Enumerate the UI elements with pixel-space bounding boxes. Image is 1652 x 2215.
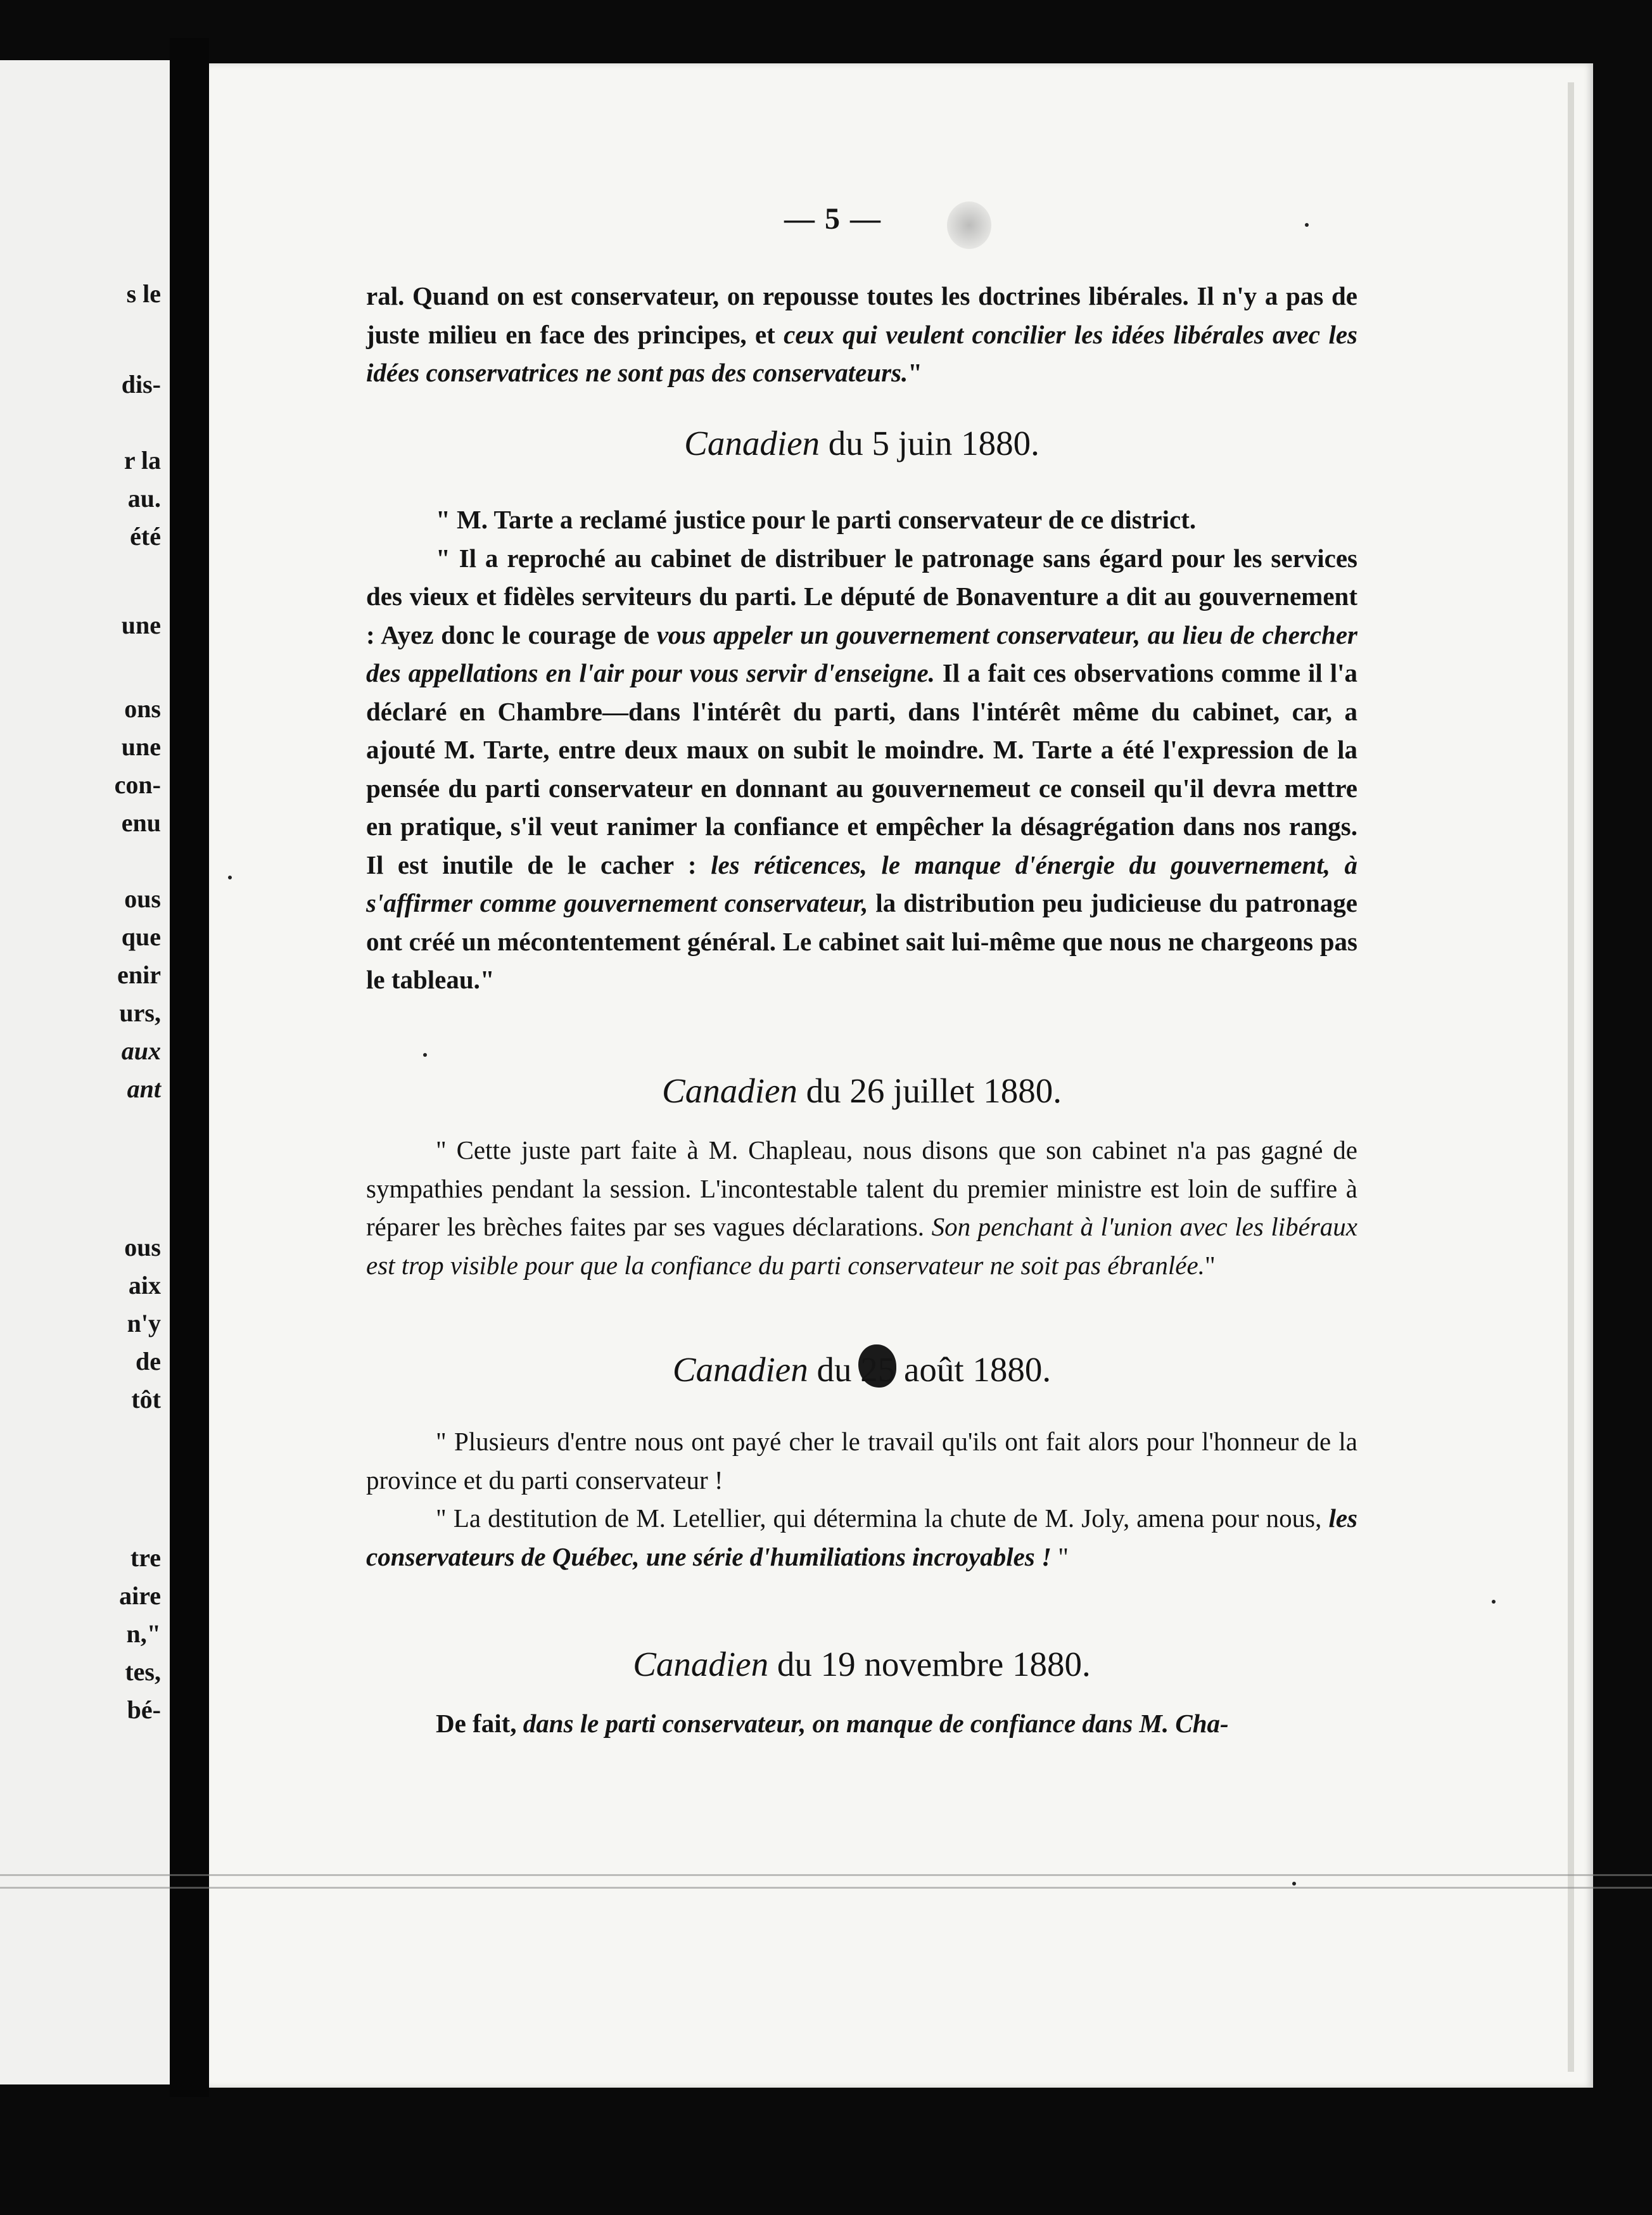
margin-fragment: tes,	[125, 1657, 161, 1686]
smudge-mark	[947, 201, 991, 249]
scan-rule-line	[0, 1887, 1652, 1889]
section-body	[366, 1422, 1357, 1576]
heading-date: du 26 juillet 1880.	[797, 1071, 1062, 1110]
opening-italic: ceux qui veulent concilier les idées libérales avec les idées conservatrices ne sont pas des conservateurs.	[366, 319, 1357, 387]
margin-fragment: ons	[124, 694, 161, 723]
margin-fragment: n,"	[126, 1619, 161, 1648]
paragraph	[366, 1499, 1357, 1576]
speck	[228, 876, 232, 879]
paragraph-text: "	[1204, 1250, 1216, 1280]
paragraph-text: Il a fait ces observations comme il l'a déclaré en Chambre—dans l'intérêt du parti, dans l'intérêt même du cabinet, car, a ajouté M. Tarte, entre deux maux on subit le moindre. M. Tarte a été l'expression de la pensée du parti conservateur en donnant au gouvernemeut ce conseil qu'il devra mettre en pratique, s'il veut ranimer la confiance et empêcher la désagrégation dans nos rangs. Il est inutile de le cacher :	[366, 658, 1357, 879]
margin-fragment: aix	[128, 1271, 161, 1299]
margin-fragment: de	[136, 1347, 161, 1376]
margin-fragment: enir	[117, 961, 161, 989]
paragraph-italic: Son penchant à l'union avec les libéraux est trop visible pour que la confiance du parti conservateur ne soit pas ébranlée.	[366, 1212, 1357, 1280]
paragraph	[366, 539, 1357, 999]
paragraph-italic: les réticences, le manque d'énergie du gouvernement, à s'affirmer comme gouvernement conservateur,	[366, 850, 1357, 917]
margin-fragment: tôt	[131, 1385, 161, 1414]
speck	[1292, 1882, 1296, 1886]
margin-fragment: con-	[114, 770, 161, 799]
margin-fragment: r la	[124, 446, 161, 475]
heading-newspaper: Canadien	[633, 1645, 769, 1683]
opening-close: "	[908, 358, 923, 387]
paragraph	[366, 1422, 1357, 1499]
margin-fragment: ous	[124, 1233, 161, 1261]
heading-date: du 19 novembre 1880.	[768, 1645, 1091, 1683]
section-heading	[366, 423, 1357, 463]
speck	[1492, 1600, 1496, 1604]
margin-fragment: au.	[127, 484, 161, 513]
opening-paragraph	[366, 277, 1357, 392]
speck	[423, 1053, 427, 1057]
paragraph-text: la distribution peu judicieuse du patronage ont créé un mécontentement général. Le cabinet sait lui-même que nous ne chargeons pas le tableau."	[366, 888, 1357, 994]
book-gutter	[170, 38, 209, 2097]
heading-date: du 25 août 1880.	[808, 1350, 1052, 1389]
heading-newspaper: Canadien	[684, 424, 820, 463]
paragraph-text: De fait,	[436, 1709, 523, 1738]
margin-fragment: une	[121, 732, 161, 761]
paragraph-text: " Cette juste part faite à M. Chapleau, nous disons que son cabinet n'a pas gagné de sympathies pendant la session. L'incontestable talent du premier ministre est loin de suffire à réparer les brèches faites par ses vagues déclarations.	[366, 1135, 1357, 1241]
paragraph-italic: dans le parti conservateur, on manque de confiance dans M. Cha-	[523, 1709, 1229, 1738]
page-edge	[1568, 82, 1574, 2072]
paragraph	[366, 501, 1357, 539]
paragraph-italic: les conservateurs de Québec, une série d'humiliations incroyables !	[366, 1503, 1357, 1571]
paragraph-italic: vous appeler un gouvernement conservateur, au lieu de chercher des appellations en l'air pour vous servir d'enseigne.	[366, 620, 1358, 687]
paragraph-text: " La destitution de M. Letellier, qui détermina la chute de M. Joly, amena pour nous,	[436, 1503, 1329, 1533]
margin-fragment: été	[130, 522, 161, 551]
paragraph	[366, 1704, 1357, 1743]
section-heading	[366, 1350, 1357, 1389]
margin-fragment: dis-	[121, 370, 161, 399]
paragraph-text: " Plusieurs d'entre nous ont payé cher le travail qu'ils ont fait alors pour l'honneur de la province et du parti conservateur !	[366, 1427, 1357, 1495]
margin-fragment: urs,	[119, 999, 161, 1027]
margin-fragment: aire	[119, 1581, 161, 1610]
margin-fragment: une	[121, 611, 161, 639]
opening-text: ral. Quand on est conservateur, on repousse toutes les doctrines libérales. Il n'y a pas de juste milieu en face des principes, et	[366, 281, 1357, 349]
section-body	[366, 1131, 1357, 1284]
margin-fragment: s le	[126, 279, 161, 308]
margin-fragment: aux	[121, 1037, 161, 1065]
paragraph-text: " M. Tarte a reclamé justice pour le parti conservateur de ce district.	[436, 505, 1197, 534]
heading-newspaper: Canadien	[672, 1350, 808, 1389]
margin-fragment: tre	[130, 1543, 161, 1572]
margin-fragment: que	[121, 922, 161, 951]
heading-newspaper: Canadien	[662, 1071, 797, 1110]
scan-rule-line	[0, 1874, 1652, 1876]
facing-page-fragment	[0, 60, 170, 2084]
paragraph	[366, 1131, 1357, 1284]
page-number: — 5 —	[784, 202, 882, 236]
margin-fragment: ous	[124, 884, 161, 913]
margin-fragment: n'y	[127, 1309, 161, 1337]
margin-fragment: enu	[121, 808, 161, 837]
section-heading	[366, 1644, 1357, 1684]
speck	[1305, 223, 1309, 227]
paragraph-text: " Il a reproché au cabinet de distribuer le patronage sans égard pour les services des vieux et fidèles serviteurs du parti. Le député de Bonaventure a dit au gouvernement : Ayez donc le courage de	[366, 543, 1357, 649]
paragraph-text: "	[1051, 1542, 1069, 1571]
heading-date: du 5 juin 1880.	[820, 424, 1039, 463]
section-body	[366, 501, 1357, 999]
section-heading	[366, 1071, 1357, 1111]
margin-fragment: bé-	[127, 1695, 161, 1724]
section-body	[366, 1704, 1357, 1743]
margin-fragment: ant	[127, 1075, 161, 1103]
